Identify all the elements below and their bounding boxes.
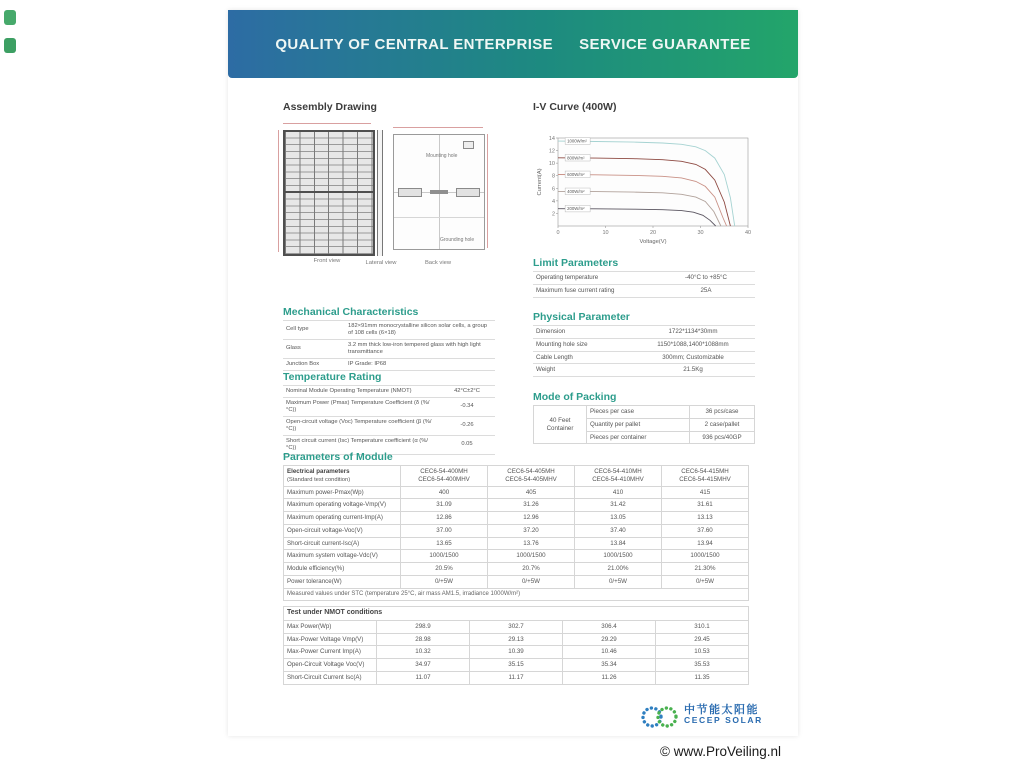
svg-text:Voltage(V): Voltage(V) — [639, 239, 667, 245]
table-row — [284, 646, 749, 659]
model-name: CEC6-54-415MHV — [679, 475, 731, 483]
table-row — [533, 351, 755, 364]
mechanical-table — [283, 320, 495, 371]
cell-label: Open-circuit voltage-Voc(V) — [284, 524, 401, 537]
grounding-hole-callout: Grounding hole — [440, 237, 475, 243]
cell-value: 10.46 — [563, 646, 656, 659]
logo-text-cn: 中节能太阳能 — [684, 704, 759, 716]
table-footnote-row — [284, 588, 749, 601]
cell-label: Glass — [283, 339, 345, 358]
cell-label: Open-Circuit Voltage Voc(V) — [284, 659, 377, 672]
table-header-row — [284, 607, 749, 621]
header-label: Electrical parameters — [287, 468, 350, 475]
parameters-of-module-table — [283, 465, 749, 601]
table-row — [284, 537, 749, 550]
svg-text:Current(A): Current(A) — [537, 168, 543, 196]
header-cell — [401, 466, 488, 487]
dimension-line — [393, 127, 483, 128]
model-name: CEC6-54-410MH — [594, 468, 642, 476]
table-row — [284, 575, 749, 588]
iv-curve-chart — [534, 130, 756, 246]
cell-value: 10.39 — [470, 646, 563, 659]
table-row — [284, 671, 749, 684]
table-row — [284, 550, 749, 563]
cell-label: Maximum power-Pmax(Wp) — [284, 486, 401, 499]
cell-value: 936 pcs/40GP — [690, 431, 755, 444]
table-row — [284, 524, 749, 537]
svg-text:200W/m²: 200W/m² — [567, 206, 585, 212]
container-label: 40 Feet Container — [534, 406, 587, 444]
svg-text:20: 20 — [649, 230, 657, 236]
cell-value: 35.15 — [470, 659, 563, 672]
cell-value: 0/+5W — [575, 575, 662, 588]
nmot-title: Test under NMOT conditions — [284, 607, 749, 621]
cell-label: Dimension — [533, 326, 631, 339]
cell-value: 13.13 — [662, 512, 749, 525]
cell-value: 1150*1088,1400*1088mm — [631, 338, 755, 351]
cell-value: 29.13 — [470, 633, 563, 646]
cell-value: 298.9 — [377, 620, 470, 633]
cell-value: 10.53 — [656, 646, 749, 659]
cell-value: 21.5Kg — [631, 364, 755, 377]
header-cell — [488, 466, 575, 487]
cell-value: 11.07 — [377, 671, 470, 684]
cell-value: 405 — [488, 486, 575, 499]
lateral-view-label: Lateral view — [365, 260, 397, 266]
cell-value: 310.1 — [656, 620, 749, 633]
cell-label: Nominal Module Operating Temperature (NMOT) — [283, 386, 439, 398]
cell-value: 28.98 — [377, 633, 470, 646]
panel-midline — [285, 191, 373, 193]
banner — [228, 10, 798, 78]
cell-label: Maximum operating current-Imp(A) — [284, 512, 401, 525]
cell-value: 1000/1500 — [401, 550, 488, 563]
cell-value: 11.26 — [563, 671, 656, 684]
cell-value: 306.4 — [563, 620, 656, 633]
table-row — [283, 321, 495, 340]
svg-text:4: 4 — [551, 198, 555, 205]
physical-parameter-table — [533, 325, 755, 377]
cell-label: Open-circuit voltage (Voc) Temperature coefficient (β (%/°C)) — [283, 416, 439, 435]
cell-value: 36 pcs/case — [690, 406, 755, 419]
back-view-label: Back view — [424, 260, 452, 266]
cell-value: 20.5% — [401, 563, 488, 576]
cell-value: 0/+5W — [401, 575, 488, 588]
cell-value: 35.34 — [563, 659, 656, 672]
cell-value: 302.7 — [470, 620, 563, 633]
mechanical-title: Mechanical Characteristics — [283, 306, 419, 318]
cell-value: 1000/1500 — [662, 550, 749, 563]
header-cell — [575, 466, 662, 487]
gallery-thumb-marker[interactable] — [4, 10, 16, 25]
cell-label: Short-circuit current-Isc(A) — [284, 537, 401, 550]
table-row — [533, 284, 755, 297]
cecep-solar-logo — [638, 698, 798, 740]
cell-label: Maximum system voltage-Vdc(V) — [284, 550, 401, 563]
table-row — [283, 386, 495, 398]
table-row — [533, 326, 755, 339]
cell-label: Cell type — [283, 321, 345, 340]
header-cell — [662, 466, 749, 487]
model-name: CEC6-54-400MH — [420, 468, 468, 476]
assembly-title: Assembly Drawing — [283, 101, 377, 113]
table-row — [283, 339, 495, 358]
cell-value: 2 case/pallet — [690, 418, 755, 431]
lateral-view-drawing — [377, 130, 383, 256]
cell-value: 1000/1500 — [488, 550, 575, 563]
cell-value: 1722*1134*30mm — [631, 326, 755, 339]
cell-value: 25A — [657, 284, 755, 297]
model-name: CEC6-54-410MHV — [592, 475, 644, 483]
cell-label: Maximum fuse current rating — [533, 284, 657, 297]
cell-value: 3.2 mm thick low-iron tempered glass with high light transmittance — [345, 339, 495, 358]
svg-text:40: 40 — [744, 230, 752, 236]
front-view-label: Front view — [313, 258, 341, 264]
svg-text:12: 12 — [548, 148, 555, 155]
cell-value: 13.94 — [662, 537, 749, 550]
physical-parameter-title: Physical Parameter — [533, 311, 630, 323]
stc-footnote: Measured values under STC (temperature 25°C, air mass AM1.5, irradiance 1000W/m²) — [284, 588, 749, 601]
svg-text:10: 10 — [602, 230, 609, 236]
cell-value: 21.30% — [662, 563, 749, 576]
cell-label: Max-Power Voltage Vmp(V) — [284, 633, 377, 646]
svg-text:1000W/m²: 1000W/m² — [567, 138, 587, 144]
cell-value: 12.86 — [401, 512, 488, 525]
table-row — [534, 406, 755, 419]
table-row — [284, 620, 749, 633]
cell-label: Mounting hole size — [533, 338, 631, 351]
cell-value: 31.61 — [662, 499, 749, 512]
dimension-line — [278, 130, 279, 252]
svg-text:600W/m²: 600W/m² — [567, 171, 585, 177]
cell-value: 11.35 — [656, 671, 749, 684]
cell-label: Max Power(Wp) — [284, 620, 377, 633]
limit-parameters-title: Limit Parameters — [533, 257, 619, 269]
cell-value: 35.53 — [656, 659, 749, 672]
cell-label: Junction Box — [283, 358, 345, 370]
svg-text:400W/m²: 400W/m² — [567, 188, 585, 194]
cell-value: -40°C to +85°C — [657, 272, 755, 285]
model-name: CEC6-54-400MHV — [418, 475, 470, 483]
cell-value: 0/+5W — [662, 575, 749, 588]
cell-value: 29.29 — [563, 633, 656, 646]
cell-value: 182×91mm monocrystalline silicon solar cells, a group of 108 cells (6×18) — [345, 321, 495, 340]
cell-value: 13.84 — [575, 537, 662, 550]
cell-value: 21.00% — [575, 563, 662, 576]
cell-label: Module efficiency(%) — [284, 563, 401, 576]
front-view-drawing — [283, 130, 375, 256]
cell-value: 31.26 — [488, 499, 575, 512]
assembly-drawing — [278, 120, 493, 270]
nmot-table — [283, 606, 749, 685]
model-name: CEC6-54-415MH — [681, 468, 729, 476]
cell-value: 37.40 — [575, 524, 662, 537]
mounting-rail — [456, 188, 480, 197]
cell-value: 29.45 — [656, 633, 749, 646]
back-view-drawing — [393, 134, 485, 250]
cell-value: 31.09 — [401, 499, 488, 512]
temperature-rating-title: Temperature Rating — [283, 371, 382, 383]
cell-value: 13.76 — [488, 537, 575, 550]
table-row — [284, 563, 749, 576]
cell-value: 1000/1500 — [575, 550, 662, 563]
table-row — [533, 272, 755, 285]
cell-value: 37.00 — [401, 524, 488, 537]
banner-title-left: QUALITY OF CENTRAL ENTERPRISE — [275, 35, 554, 53]
cell-value: 37.20 — [488, 524, 575, 537]
iv-curve-title: I-V Curve (400W) — [533, 101, 617, 113]
junction-hatch — [430, 190, 448, 194]
cell-label: Maximum operating voltage-Vmp(V) — [284, 499, 401, 512]
mode-of-packing-table — [533, 405, 755, 444]
svg-text:2: 2 — [551, 211, 555, 218]
cell-label: Pieces per case — [587, 406, 690, 419]
watermark-text: © www.ProVeiling.nl — [660, 744, 781, 759]
cell-value: 400 — [401, 486, 488, 499]
header-sub: (Standard test condition) — [287, 476, 351, 483]
parameters-of-module-title: Parameters of Module — [283, 451, 393, 463]
cell-value: 34.97 — [377, 659, 470, 672]
table-row — [283, 416, 495, 435]
table-row — [284, 486, 749, 499]
svg-text:8: 8 — [551, 173, 555, 180]
cell-value: 0/+5W — [488, 575, 575, 588]
table-row — [284, 633, 749, 646]
svg-text:6: 6 — [551, 186, 555, 193]
mounting-rail — [398, 188, 422, 197]
mounting-hole-callout: Mounting hole — [426, 153, 458, 159]
cell-value: 20.7% — [488, 563, 575, 576]
cell-value: -0.26 — [439, 416, 495, 435]
junction-box — [463, 141, 474, 149]
cell-value: 0.05 — [439, 435, 495, 454]
cell-value: 415 — [662, 486, 749, 499]
table-row — [283, 358, 495, 370]
model-name: CEC6-54-405MHV — [505, 475, 557, 483]
cell-value: 37.60 — [662, 524, 749, 537]
dimension-line — [283, 123, 371, 124]
cell-value: 12.96 — [488, 512, 575, 525]
cell-value: 11.17 — [470, 671, 563, 684]
cell-value: IP Grade: IP68 — [345, 358, 495, 370]
cell-value: 31.42 — [575, 499, 662, 512]
cell-label: Short circuit current (Isc) Temperature coefficient (α (%/°C)) — [283, 435, 439, 454]
cell-value: 13.05 — [575, 512, 662, 525]
cell-label: Pieces per container — [587, 431, 690, 444]
header-cell — [284, 466, 401, 487]
limit-parameters-table — [533, 271, 755, 298]
svg-text:10: 10 — [548, 161, 555, 168]
cell-label: Short-Circuit Current Isc(A) — [284, 671, 377, 684]
cell-label: Cable Length — [533, 351, 631, 364]
gallery-thumb-marker[interactable] — [4, 38, 16, 53]
cell-value: 13.65 — [401, 537, 488, 550]
cell-value: 10.32 — [377, 646, 470, 659]
table-row — [284, 499, 749, 512]
svg-text:14: 14 — [548, 136, 555, 142]
cell-value: -0.34 — [439, 397, 495, 416]
model-name: CEC6-54-405MH — [507, 468, 555, 476]
datasheet-page — [228, 10, 798, 736]
banner-title-right: SERVICE GUARANTEE — [579, 35, 751, 53]
cell-label: Weight — [533, 364, 631, 377]
cell-label: Max-Power Current Imp(A) — [284, 646, 377, 659]
table-row — [533, 364, 755, 377]
cell-label: Operating temperature — [533, 272, 657, 285]
table-row — [284, 659, 749, 672]
table-row — [283, 397, 495, 416]
cell-label: Quantity per pallet — [587, 418, 690, 431]
table-row — [533, 338, 755, 351]
table-row — [284, 512, 749, 525]
dimension-line — [487, 134, 488, 248]
cell-value: 300mm; Customizable — [631, 351, 755, 364]
mode-of-packing-title: Mode of Packing — [533, 391, 617, 403]
svg-text:30: 30 — [697, 230, 704, 236]
lower-line — [394, 217, 484, 218]
table-header-row — [284, 466, 749, 487]
cell-label: Maximum Power (Pmax) Temperature Coefficient (δ (%/°C)) — [283, 397, 439, 416]
cecep-logo-icon — [638, 700, 682, 734]
logo-text-en: CECEP SOLAR — [684, 715, 763, 725]
svg-text:0: 0 — [556, 230, 560, 236]
cell-label: Power tolerance(W) — [284, 575, 401, 588]
cell-value: 42°C±2°C — [439, 386, 495, 398]
temperature-rating-table — [283, 385, 495, 455]
svg-text:800W/m²: 800W/m² — [567, 155, 585, 161]
cell-value: 410 — [575, 486, 662, 499]
